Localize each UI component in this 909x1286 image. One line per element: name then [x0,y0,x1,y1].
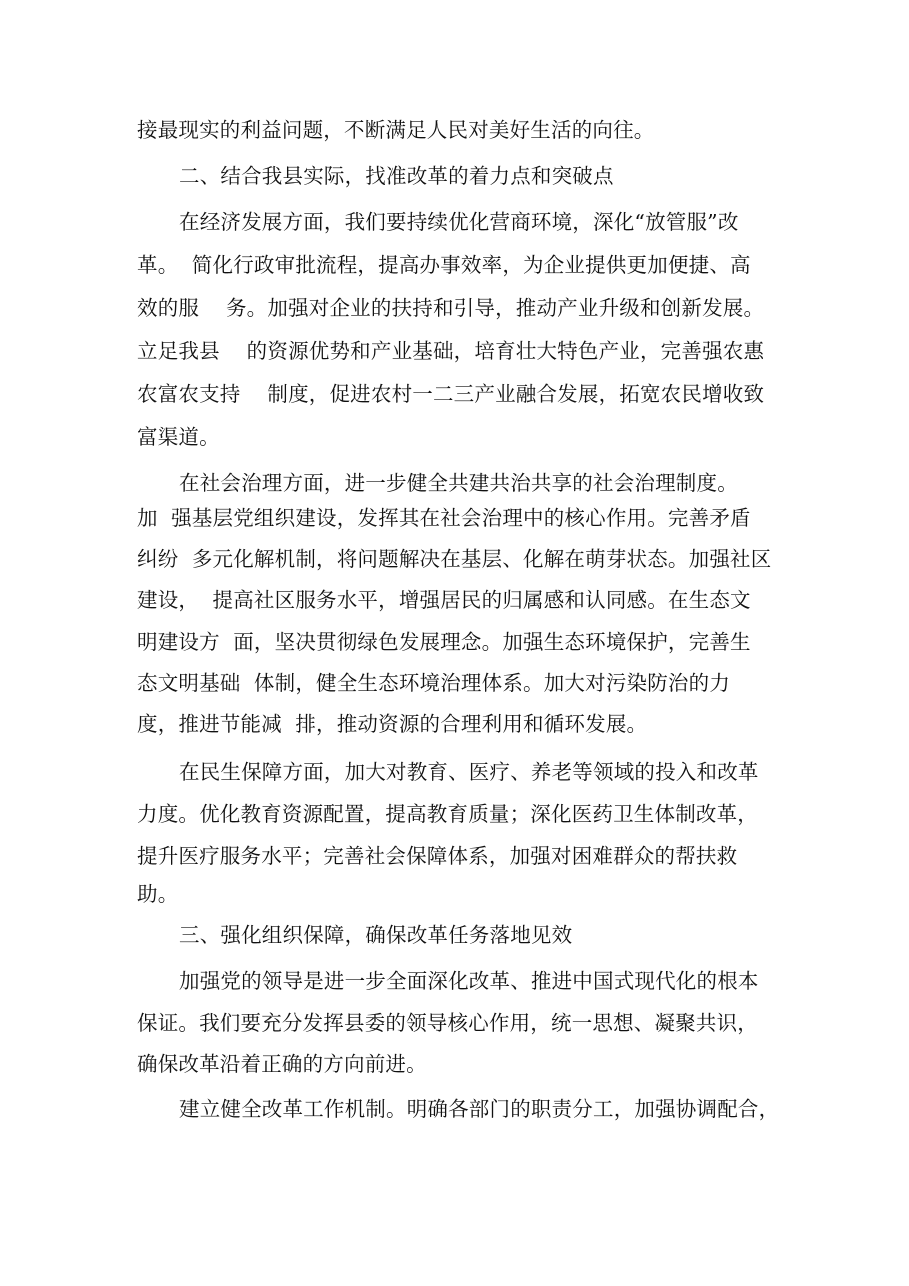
text-line: 在社会治理方面，进一步健全共建共治共享的社会治理制度。 [179,471,738,495]
text-line: 纠纷 多元化解机制，将问题解决在基层、化解在萌芽状态。加强社区 [137,547,772,571]
text-line: 力度。优化教育资源配置，提高教育质量；深化医药卫生体制改革， [137,802,758,826]
text-line: 保证。我们要充分发挥县委的领导核心作用，统一思想、凝聚共识， [137,1011,758,1035]
text-line: 加强党的领导是进一步全面深化改革、推进中国式现代化的根本 [179,969,759,993]
text-line: 农富农支持 制度，促进农村一二三产业融合发展，拓宽农民增收致 [137,382,765,406]
text-line: 确保改革沿着正确的方向前进。 [137,1052,427,1076]
text-line: 提升医疗服务水平；完善社会保障体系，加强对困难群众的帮扶救 [137,844,738,868]
text-line: 建立健全改革工作机制。明确各部门的职责分工，加强协调配合， [179,1097,780,1121]
text-line: 革。 简化行政审批流程，提高办事效率，为企业提供更加便捷、高 [137,253,751,277]
text-line: 在经济发展方面，我们要持续优化营商环境，深化“放管服”改 [179,210,739,234]
text-line: 立足我县 的资源优势和产业基础，培育壮大特色产业，完善强农惠 [137,339,765,363]
text-line: 建设， 提高社区服务水平，增强居民的归属感和认同感。在生态文 [137,588,751,612]
text-line: 在民生保障方面，加大对教育、医疗、养老等领域的投入和改革 [179,760,759,784]
text-line: 态文明基础 体制，健全生态环境治理体系。加大对污染防治的力 [137,671,731,695]
text-line: 度，推进节能减 排，推动资源的合理利用和循环发展。 [137,712,648,736]
text-line: 助。 [137,882,179,906]
text-line: 效的服 务。加强对企业的扶持和引导，推动产业升级和创新发展。 [137,296,765,320]
text-line: 接最现实的利益问题，不断满足人民对美好生活的向往。 [137,118,655,142]
text-line: 明建设方 面，坚决贯彻绿色发展理念。加强生态环境保护，完善生 [137,630,751,654]
section-heading-2: 二、结合我县实际，找准改革的着力点和突破点 [179,164,614,188]
text-line: 富渠道。 [137,425,220,449]
text-line: 加 强基层党组织建设，发挥其在社会治理中的核心作用。完善矛盾 [137,506,751,530]
section-heading-3: 三、强化组织保障，确保改革任务落地见效 [179,923,573,947]
